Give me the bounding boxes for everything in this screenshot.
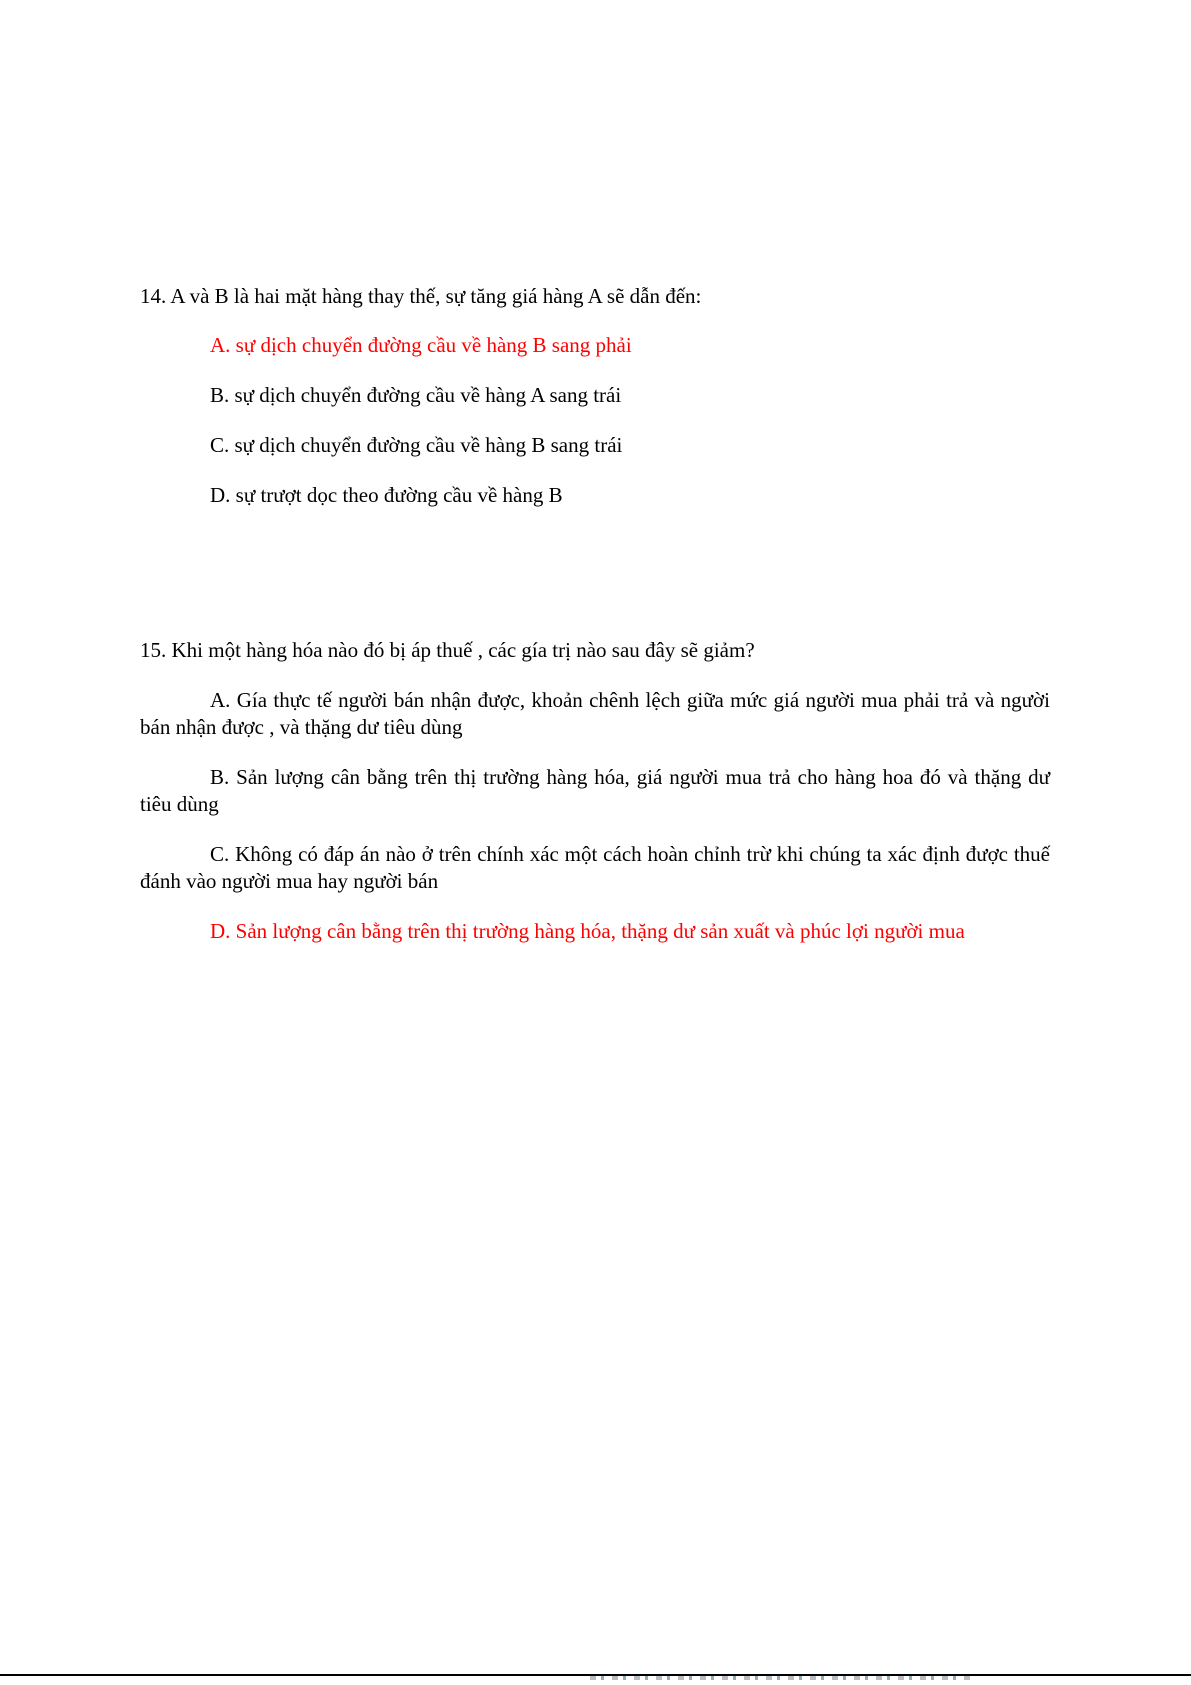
- question-stem: 14. A và B là hai mặt hàng thay thế, sự tăng giá hàng A sẽ dẫn đến:: [140, 284, 702, 308]
- footer-cut-off-text: [590, 1676, 970, 1680]
- option-c: C. sự dịch chuyển đường cầu về hàng B sang trái: [210, 433, 623, 457]
- option-a: A. Gía thực tế người bán nhận được, khoản chênh lệch giữa mức giá người mua phải trả và người bán nhận được , và thặng dư tiêu dùng: [140, 688, 1050, 739]
- question-15: [140, 637, 1050, 945]
- option-b: B. sự dịch chuyển đường cầu về hàng A sang trái: [210, 383, 622, 407]
- option-d: D. sự trượt dọc theo đường cầu về hàng B: [210, 483, 563, 507]
- question-stem: 15. Khi một hàng hóa nào đó bị áp thuế , các gía trị nào sau đây sẽ giảm?: [140, 638, 755, 662]
- option-c: C. Không có đáp án nào ở trên chính xác một cách hoàn chỉnh trừ khi chúng ta xác định được thuế đánh vào người mua hay người bán: [140, 842, 1050, 893]
- question-14: [140, 283, 1050, 508]
- option-list: [140, 687, 1050, 945]
- option-b: B. Sản lượng cân bằng trên thị trường hàng hóa, giá người mua trả cho hàng hoa đó và thặng dư tiêu dùng: [140, 765, 1050, 816]
- option-a-highlighted: A. sự dịch chuyển đường cầu về hàng B sang phải: [210, 333, 632, 357]
- option-list: [140, 332, 1050, 508]
- option-d-highlighted: D. Sản lượng cân bằng trên thị trường hàng hóa, thặng dư sản xuất và phúc lợi người mua: [210, 919, 965, 943]
